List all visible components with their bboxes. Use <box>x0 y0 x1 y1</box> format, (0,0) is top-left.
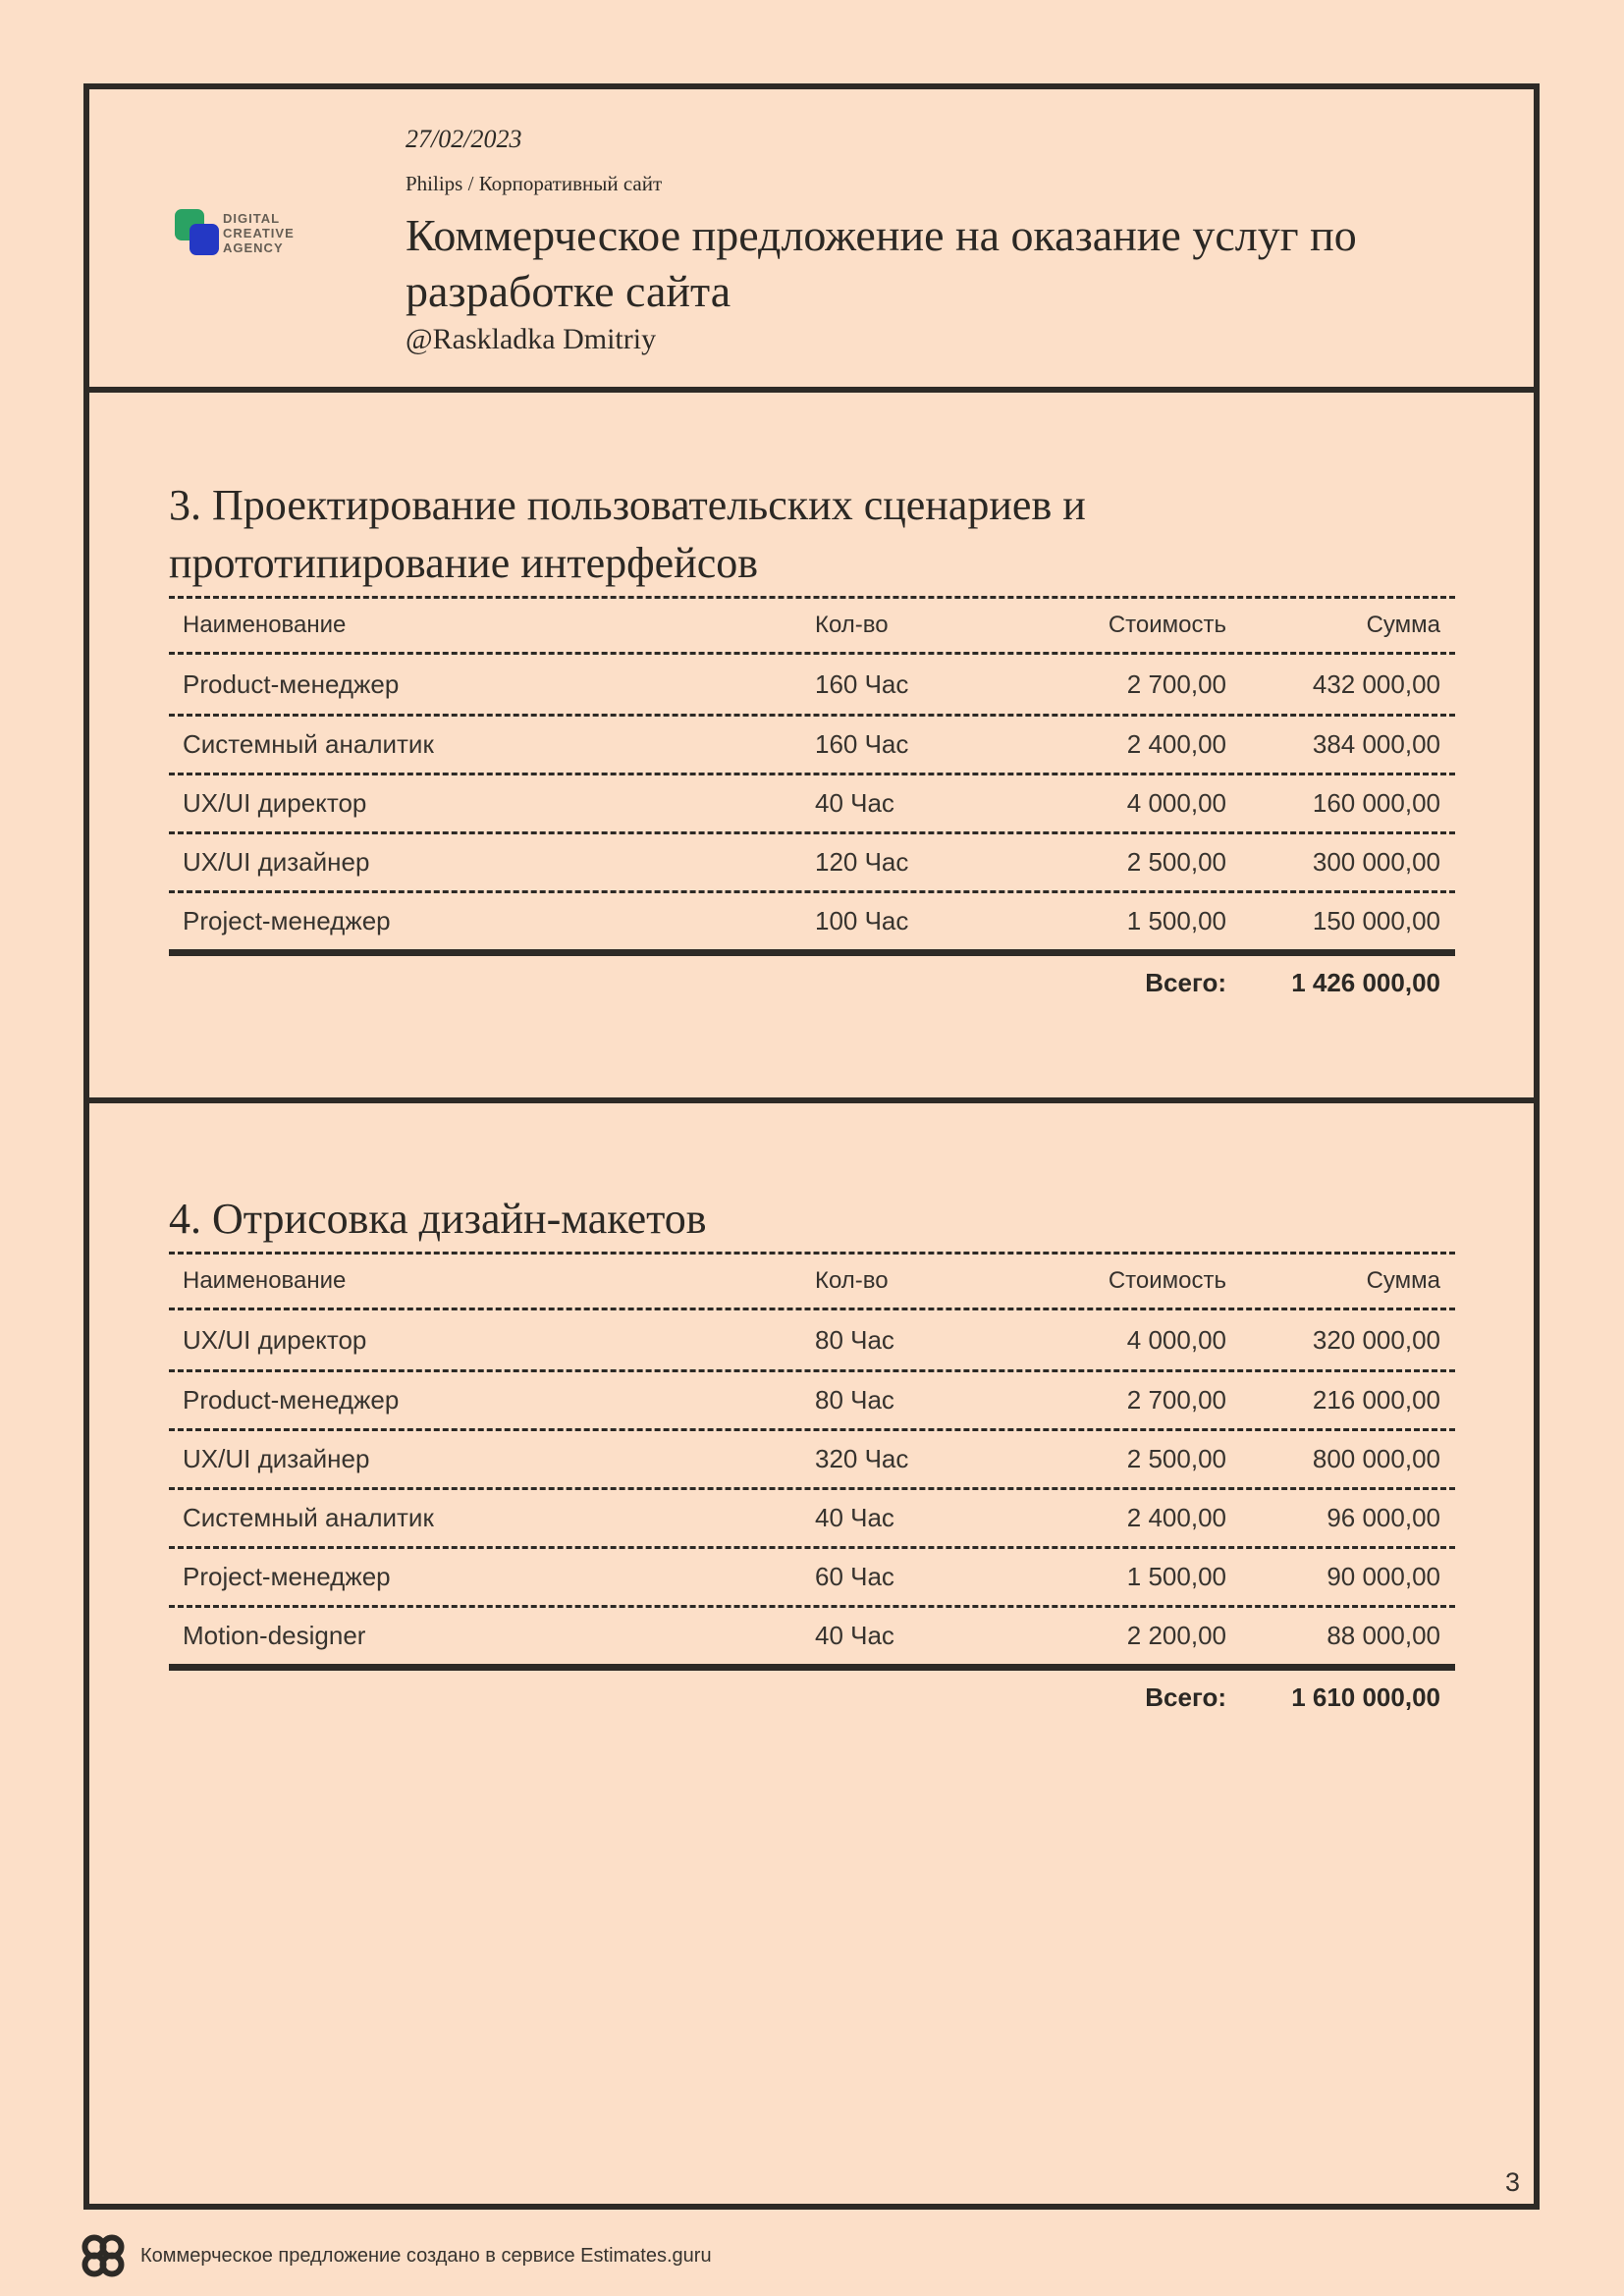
document-header <box>89 89 1534 393</box>
cell-qty: 100 Час <box>815 906 909 935</box>
totals-rule <box>169 949 1455 956</box>
table-body <box>169 655 1455 949</box>
table-row <box>169 655 1455 714</box>
cell-qty: 320 Час <box>815 1444 909 1473</box>
cell-name: UX/UI дизайнер <box>183 847 370 877</box>
column-header-name: Наименование <box>183 1267 347 1294</box>
total-value: 1 610 000,00 <box>1291 1682 1440 1712</box>
table-row <box>169 1487 1455 1546</box>
totals-rule <box>169 1664 1455 1671</box>
column-header-rate: Стоимость <box>1108 1267 1226 1294</box>
cell-qty: 160 Час <box>815 729 909 759</box>
cell-sum: 160 000,00 <box>1312 788 1440 818</box>
cell-sum: 90 000,00 <box>1326 1562 1440 1591</box>
section-3-cost-table <box>169 596 1455 1009</box>
cell-name: Project-менеджер <box>183 1562 391 1591</box>
cell-sum: 320 000,00 <box>1312 1324 1440 1355</box>
cell-rate: 2 500,00 <box>1126 1444 1226 1473</box>
cell-qty: 80 Час <box>815 1385 894 1415</box>
dca-logo-line3: AGENCY <box>223 240 284 255</box>
author-handle: @Raskladka Dmitriy <box>406 323 657 355</box>
dca-logo <box>175 209 401 258</box>
dca-logo-line2: CREATIVE <box>223 226 295 240</box>
cell-sum: 800 000,00 <box>1312 1444 1440 1473</box>
column-header-sum: Сумма <box>1366 1267 1440 1294</box>
cell-qty: 40 Час <box>815 1621 894 1650</box>
totals-row <box>169 956 1455 1009</box>
cell-sum: 384 000,00 <box>1312 729 1440 759</box>
cell-sum: 88 000,00 <box>1326 1621 1440 1650</box>
cell-sum: 96 000,00 <box>1326 1503 1440 1532</box>
cell-rate: 1 500,00 <box>1126 1562 1226 1591</box>
section-3-title: 3. Проектирование пользовательских сценариев и прототипирование интерфейсов <box>169 481 1086 587</box>
total-label: Всего: <box>1145 967 1226 997</box>
section-3 <box>89 393 1534 1103</box>
cell-name: Product-менеджер <box>183 668 400 699</box>
cell-qty: 160 Час <box>815 668 909 699</box>
dca-logo-text <box>223 211 295 255</box>
cell-name: UX/UI дизайнер <box>183 1444 370 1473</box>
column-header-qty: Кол-во <box>815 1267 889 1294</box>
dca-logo-icon <box>175 209 220 256</box>
table-row <box>169 890 1455 949</box>
estimates-clover-icon <box>81 2234 125 2277</box>
total-label: Всего: <box>1145 1682 1226 1712</box>
cell-name: Системный аналитик <box>183 1503 434 1532</box>
cell-rate: 4 000,00 <box>1126 1324 1226 1355</box>
cell-rate: 2 500,00 <box>1126 847 1226 877</box>
table-header-row <box>169 596 1455 655</box>
cell-name: Системный аналитик <box>183 729 434 759</box>
page-number: 3 <box>1504 2167 1520 2197</box>
footer <box>81 2234 712 2277</box>
page-title: Коммерческое предложение на оказание услуг по разработке сайта <box>406 210 1357 316</box>
cell-sum: 216 000,00 <box>1312 1385 1440 1415</box>
dca-logo-line1: DIGITAL <box>223 211 281 226</box>
cell-name: Motion-designer <box>183 1621 366 1650</box>
table-body <box>169 1310 1455 1664</box>
cell-qty: 120 Час <box>815 847 909 877</box>
blue-square-icon <box>189 224 219 255</box>
cell-sum: 432 000,00 <box>1312 668 1440 699</box>
table-row <box>169 831 1455 890</box>
cell-sum: 300 000,00 <box>1312 847 1440 877</box>
cell-name: UX/UI директор <box>183 1324 367 1355</box>
column-header-rate: Стоимость <box>1108 612 1226 638</box>
column-header-sum: Сумма <box>1366 612 1440 638</box>
document-date: 27/02/2023 <box>406 125 522 153</box>
cell-name: Product-менеджер <box>183 1385 400 1415</box>
cell-name: UX/UI директор <box>183 788 367 818</box>
cell-qty: 60 Час <box>815 1562 894 1591</box>
cell-qty: 40 Час <box>815 788 894 818</box>
cell-rate: 1 500,00 <box>1126 906 1226 935</box>
cell-rate: 2 200,00 <box>1126 1621 1226 1650</box>
table-row <box>169 1310 1455 1369</box>
cell-rate: 2 400,00 <box>1126 729 1226 759</box>
cell-rate: 2 400,00 <box>1126 1503 1226 1532</box>
section-4 <box>89 1103 1534 2204</box>
cell-qty: 40 Час <box>815 1503 894 1532</box>
table-row <box>169 1605 1455 1664</box>
breadcrumb: Philips / Корпоративный сайт <box>406 172 663 195</box>
cell-rate: 2 700,00 <box>1126 668 1226 699</box>
table-row <box>169 1546 1455 1605</box>
table-row <box>169 1428 1455 1487</box>
cell-sum: 150 000,00 <box>1312 906 1440 935</box>
table-row <box>169 773 1455 831</box>
page-frame <box>83 83 1540 2210</box>
column-header-qty: Кол-во <box>815 612 889 638</box>
total-value: 1 426 000,00 <box>1291 967 1440 997</box>
column-header-name: Наименование <box>183 612 347 638</box>
cell-name: Project-менеджер <box>183 906 391 935</box>
table-row <box>169 714 1455 773</box>
section-4-cost-table <box>169 1252 1455 1724</box>
cell-qty: 80 Час <box>815 1324 894 1355</box>
table-header-row <box>169 1252 1455 1310</box>
cell-rate: 4 000,00 <box>1126 788 1226 818</box>
table-row <box>169 1369 1455 1428</box>
section-4-title: 4. Отрисовка дизайн-макетов <box>169 1195 707 1243</box>
totals-row <box>169 1671 1455 1724</box>
cell-rate: 2 700,00 <box>1126 1385 1226 1415</box>
footer-note: Коммерческое предложение создано в сервисе Estimates.guru <box>140 2244 712 2267</box>
